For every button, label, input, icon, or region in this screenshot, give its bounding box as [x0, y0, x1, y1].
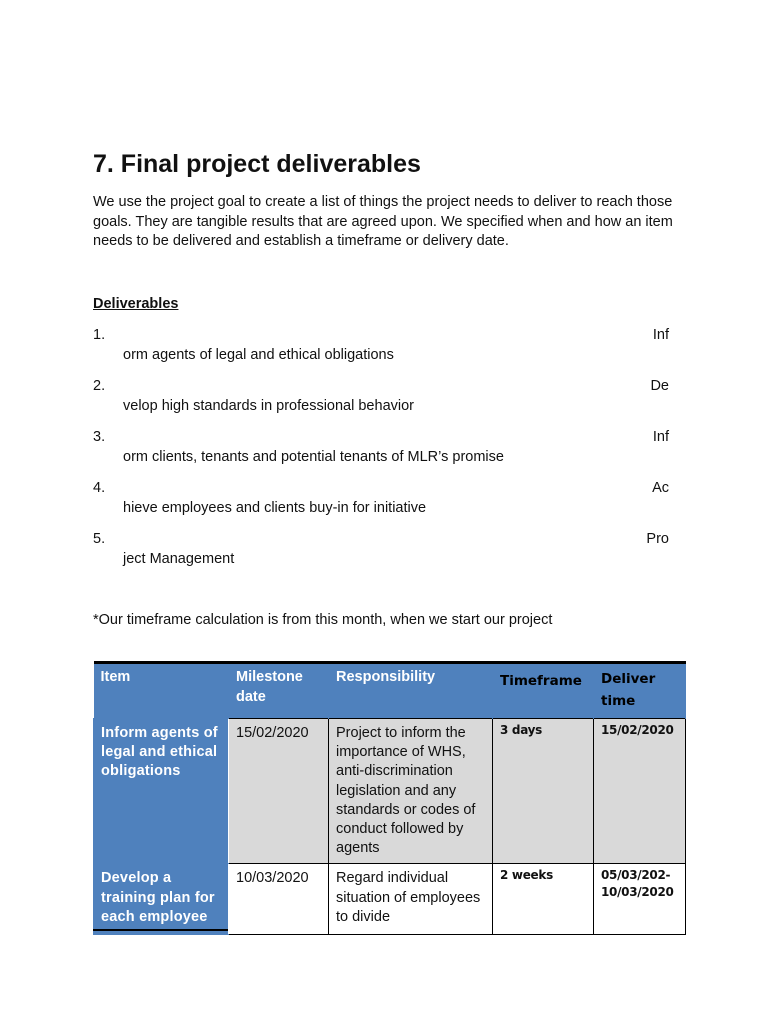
column-header-deliver-time: Deliver time: [594, 663, 686, 719]
list-item-text: hieve employees and clients buy-in for initiative: [123, 499, 427, 516]
list-item-number: 2.: [93, 378, 106, 394]
cell-milestone: 10/03/2020: [229, 864, 329, 935]
list-item: [93, 479, 685, 530]
list-item-text: orm clients, tenants and potential tenants of MLR’s promise: [123, 448, 504, 465]
table-row: [94, 719, 686, 864]
timeframe-note: *Our timeframe calculation is from this month, when we start our project: [93, 612, 553, 628]
intro-paragraph: We use the project goal to create a list of things the project needs to deliver to reach those goals. They are tangible results that are agreed upon. We specified when and how an item needs to be delivered and establish a timeframe or delivery date.: [93, 194, 673, 249]
cell-timeframe: 2 weeks: [493, 864, 594, 935]
list-item-start: Inf: [652, 327, 669, 343]
cell-responsibility: Project to inform the importance of WHS, anti-discrimination legislation and any standards or codes of conduct followed by agents: [329, 719, 493, 864]
list-item-text: orm agents of legal and ethical obligations: [123, 346, 394, 363]
cell-deliver-time: 05/03/202-10/03/2020: [594, 864, 686, 935]
column-header-milestone: Milestone date: [229, 663, 329, 719]
table-row: [94, 864, 686, 935]
column-header-responsibility: Responsibility: [329, 663, 493, 719]
list-item-start: De: [650, 378, 669, 394]
cell-timeframe: 3 days: [493, 719, 594, 864]
cell-responsibility: Regard individual situation of employees to divide: [329, 864, 493, 935]
list-item-start: Ac: [652, 480, 669, 496]
cell-item: Develop a training plan for each employee: [94, 864, 229, 935]
cell-item: Inform agents of legal and ethical obligations: [94, 719, 229, 864]
column-header-timeframe: Timeframe: [493, 663, 594, 719]
section-heading: 7. Final project deliverables: [93, 150, 421, 178]
list-item: [93, 377, 685, 428]
cell-milestone: 15/02/2020: [229, 719, 329, 864]
list-item: [93, 326, 685, 377]
list-item: [93, 428, 685, 479]
list-item-start: Pro: [646, 531, 669, 547]
list-item-start: Inf: [652, 429, 669, 445]
list-item-number: 4.: [93, 480, 106, 496]
list-item-number: 3.: [93, 429, 106, 445]
cell-deliver-time: 15/02/2020: [594, 719, 686, 864]
list-item-number: 5.: [93, 531, 106, 547]
deliverables-table: [93, 661, 686, 935]
table-bottom-rule: [93, 929, 228, 931]
list-item: [93, 530, 685, 581]
list-item-text: ject Management: [123, 550, 235, 567]
list-item-text: velop high standards in professional behavior: [123, 397, 414, 414]
deliverables-list: [93, 326, 685, 581]
deliverables-title: Deliverables: [93, 296, 179, 312]
table-header-row: [94, 663, 686, 719]
column-header-item: Item: [94, 663, 229, 719]
list-item-number: 1.: [93, 327, 106, 343]
